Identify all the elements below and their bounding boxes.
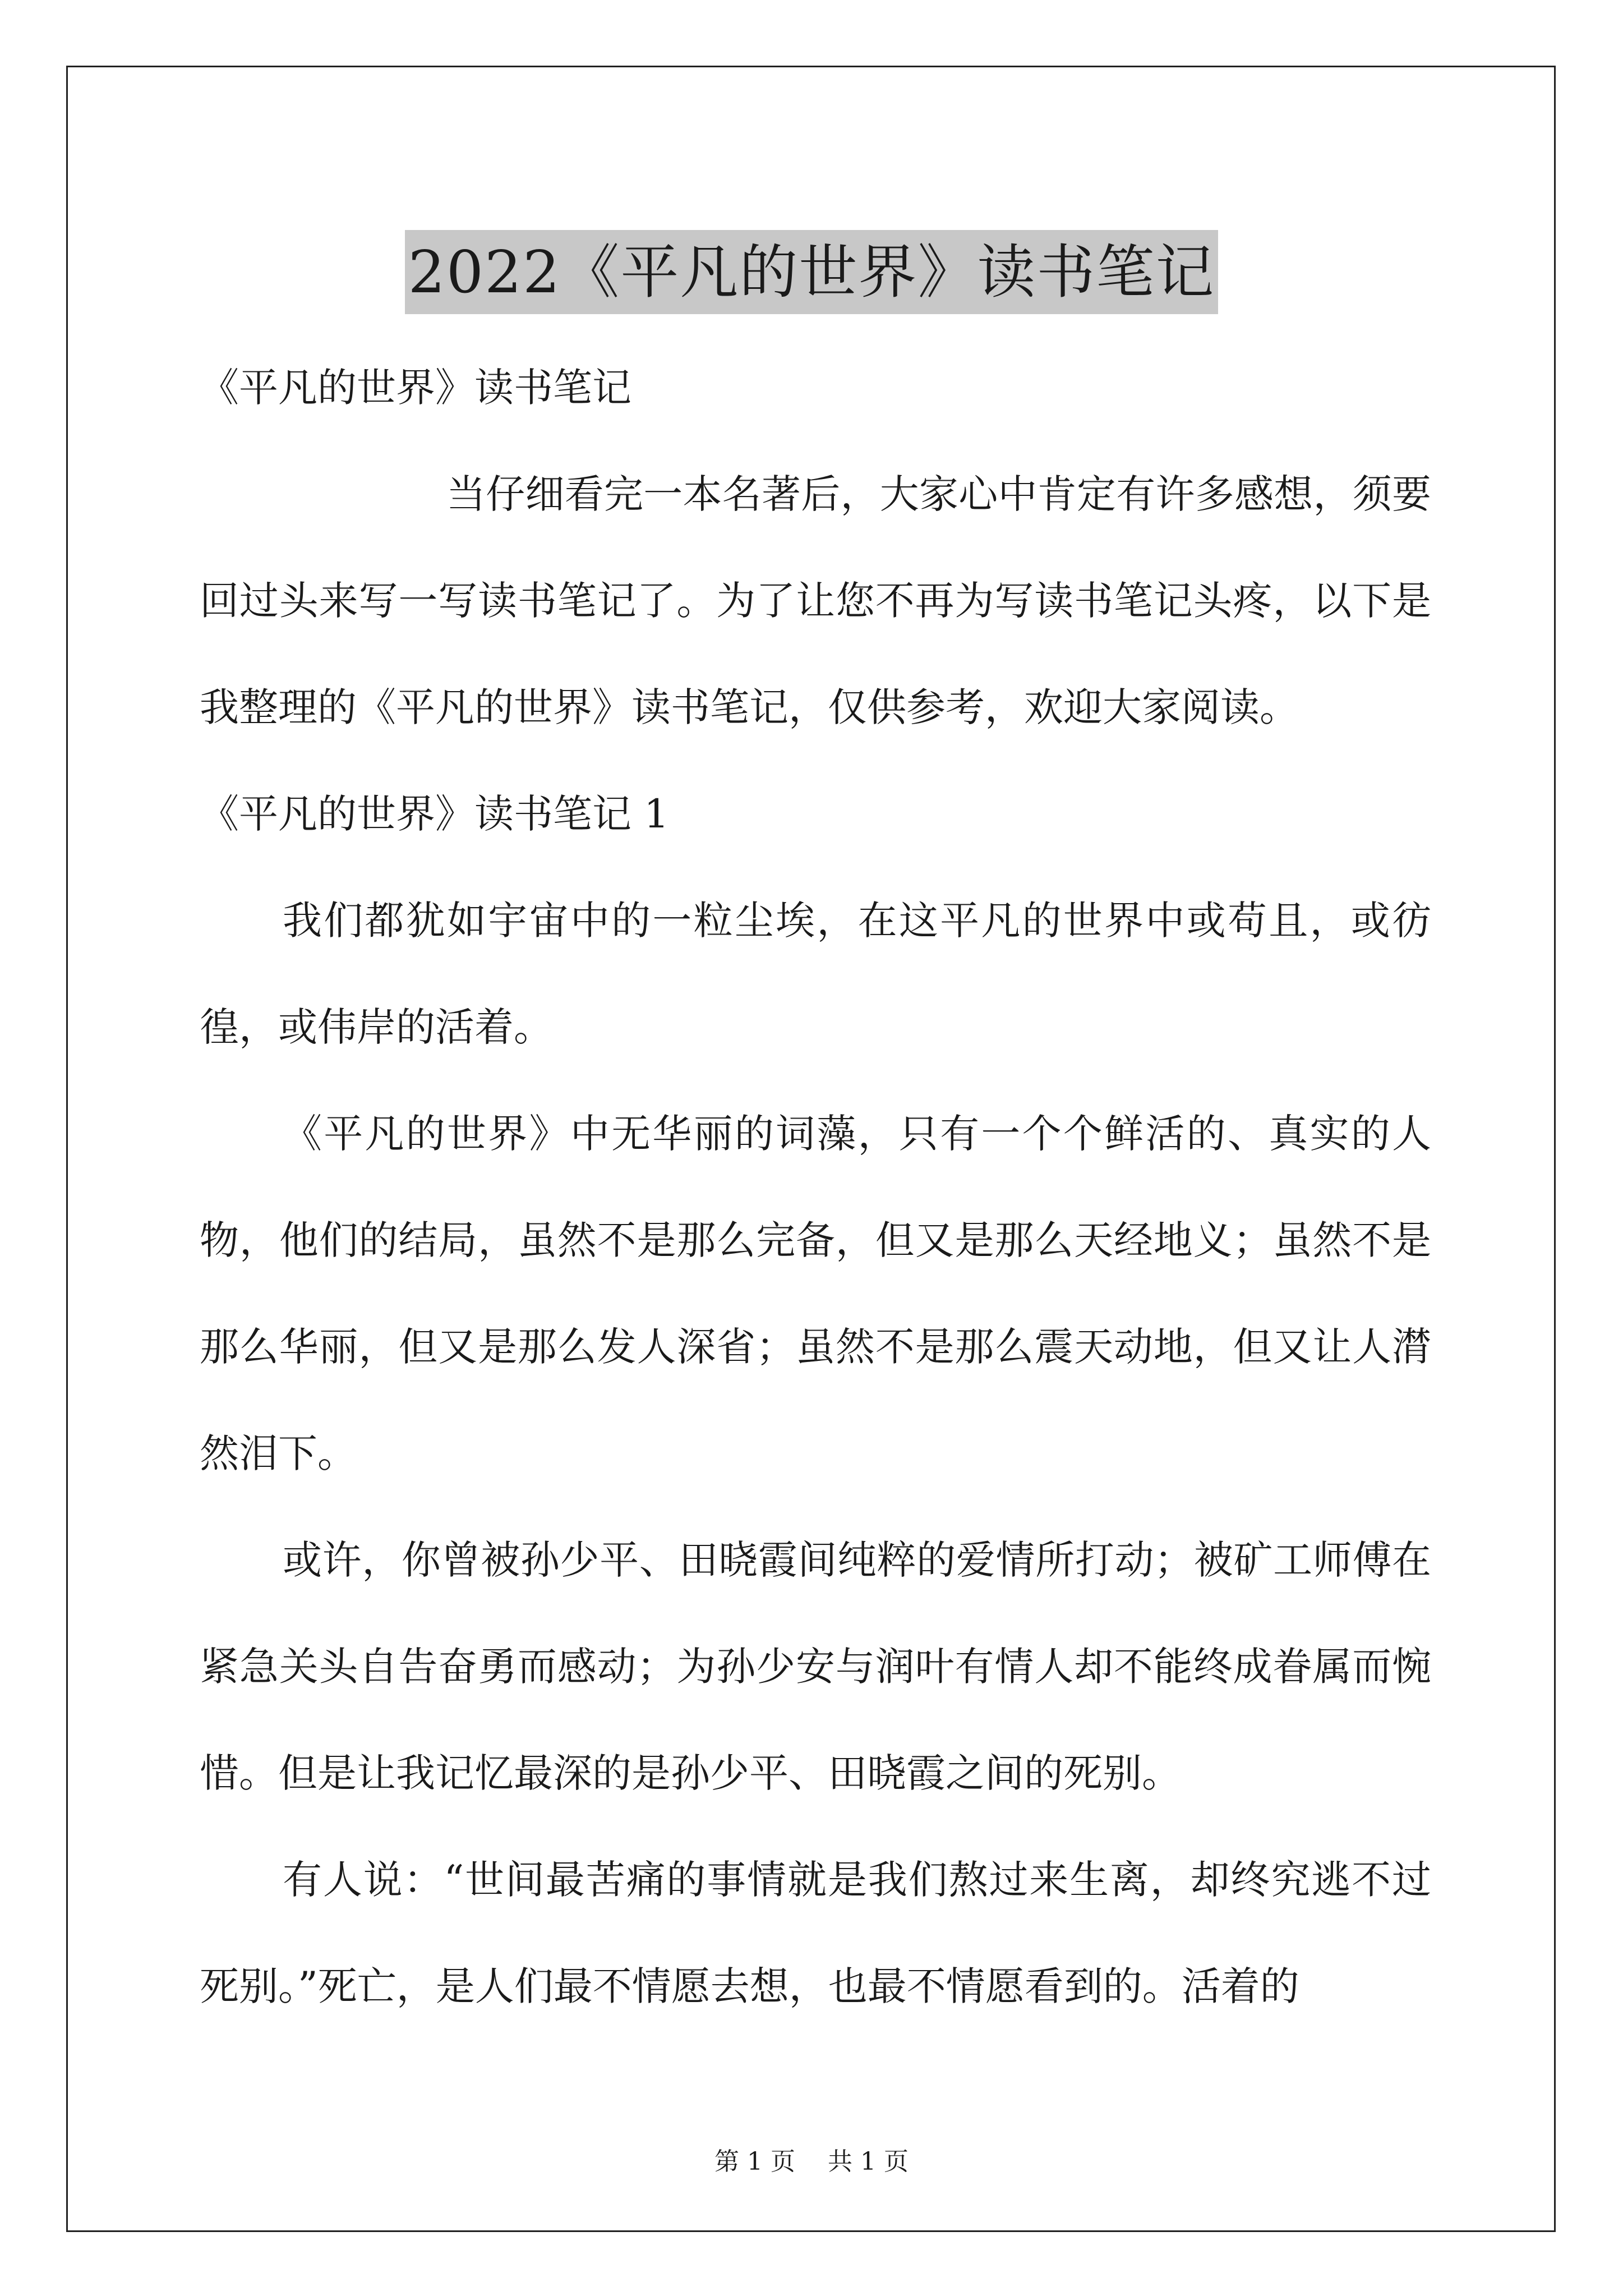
section-heading: 《平凡的世界》读书笔记 1 — [200, 791, 669, 837]
document-body — [200, 334, 1431, 2040]
body-paragraph-1: 我们都犹如宇宙中的一粒尘埃，在这平凡的世界中或苟且，或彷徨，或伟岸的活着。 — [200, 898, 1431, 1050]
page-number-current: 第 1 页 — [714, 2147, 795, 2176]
body-paragraph-2: 《平凡的世界》中无华丽的词藻，只有一个个鲜活的、真实的人物，他们的结局，虽然不是那么完备，但又是那么天经地义；虽然不是那么华丽，但又是那么发人深省；虽然不是那么震天动地，但又让人潸然泪下。 — [200, 1111, 1431, 1476]
document-subtitle: 《平凡的世界》读书笔记 — [200, 365, 631, 411]
page-footer — [0, 2146, 1623, 2178]
page-number-total: 共 1 页 — [828, 2147, 909, 2176]
title-container — [0, 191, 1623, 353]
body-paragraph-4: 有人说：“世间最苦痛的事情就是我们熬过来生离，却终究逃不过死别。”死亡，是人们最不情愿去想，也最不情愿看到的。活着的 — [200, 1857, 1431, 2009]
document-title: 2022《平凡的世界》读书笔记 — [405, 230, 1219, 314]
intro-paragraph: 当仔细看完一本名著后，大家心中肯定有许多感想，须要回过头来写一写读书笔记了。为了让您不再为写读书笔记头疼，以下是我整理的《平凡的世界》读书笔记，仅供参考，欢迎大家阅读。 — [200, 471, 1431, 730]
body-paragraph-3: 或许，你曾被孙少平、田晓霞间纯粹的爱情所打动；被矿工师傅在紧急关头自告奋勇而感动；为孙少安与润叶有情人却不能终成眷属而惋惜。但是让我记忆最深的是孙少平、田晓霞之间的死别。 — [200, 1537, 1431, 1796]
